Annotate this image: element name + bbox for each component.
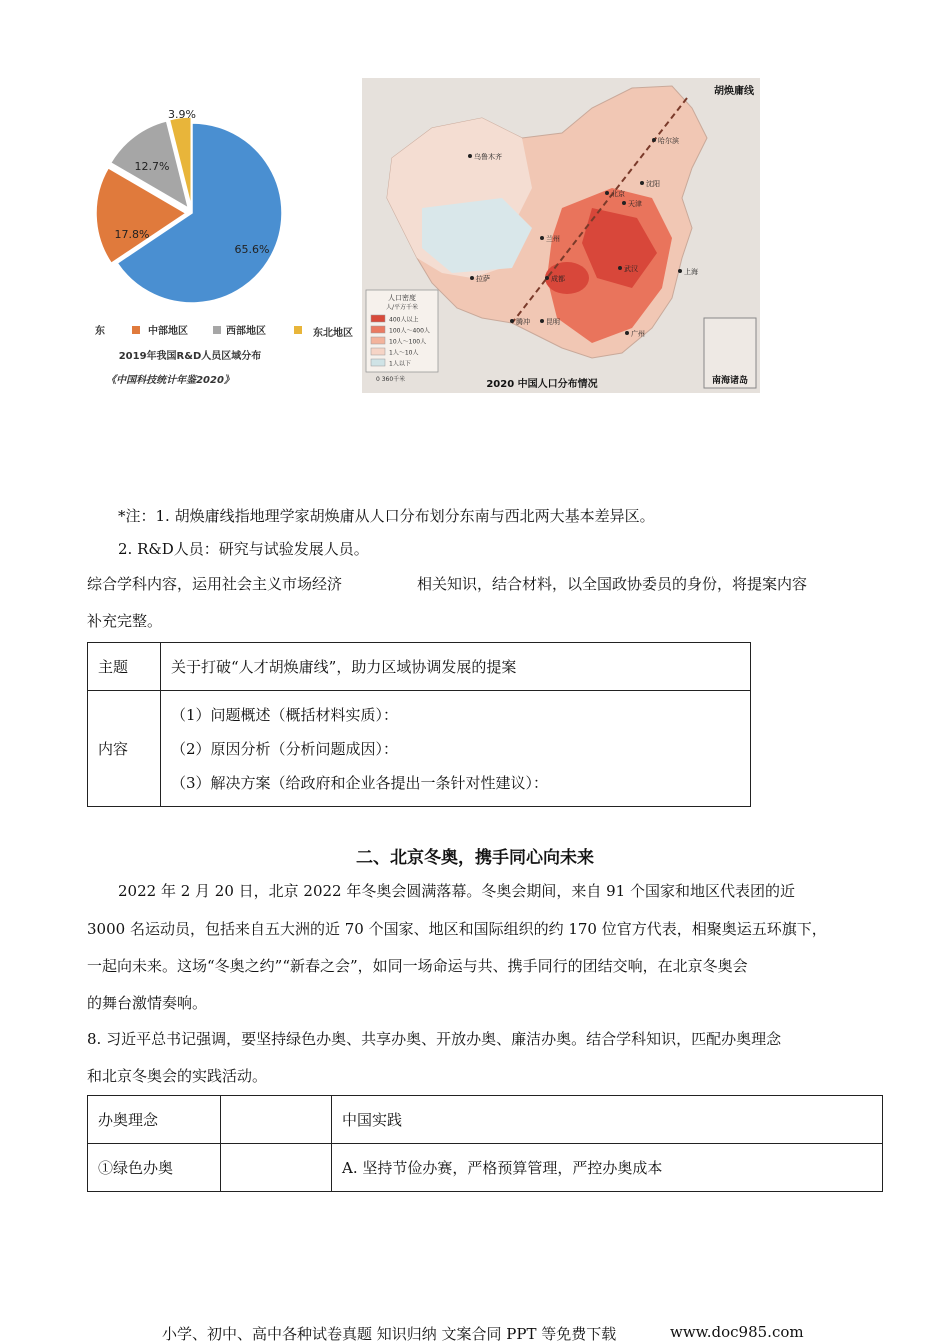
map-city-label: 兰州	[546, 235, 560, 243]
map-city-label: 北京	[611, 190, 625, 198]
map-city-label: 上海	[684, 268, 698, 276]
pie-legend-swatch-west	[213, 326, 221, 334]
pie-source: 《中国科技统计年鉴2020》	[106, 375, 234, 386]
pie-label-east: 65.6%	[234, 243, 270, 256]
match-header-concept: 办奥理念	[88, 1096, 221, 1144]
pie-legend-swatch-central	[132, 326, 140, 334]
map-legend-swatch-1	[371, 315, 385, 322]
footer-url[interactable]: www.doc985.com	[670, 1323, 804, 1341]
map-legend-swatch-2	[371, 326, 385, 333]
map-inset-label: 南海诸岛	[711, 376, 749, 386]
pie-legend-swatch-northeast	[294, 326, 302, 334]
map-city-dot	[678, 269, 682, 273]
map-city-label: 广州	[631, 330, 645, 338]
map-city-dot	[470, 276, 474, 280]
map-legend-item-4: 1人～10人	[389, 349, 419, 357]
map-legend-swatch-4	[371, 348, 385, 355]
match-header-row	[88, 1096, 883, 1144]
map-city-label: 沈阳	[646, 180, 660, 188]
task-line-2: 补充完整。	[87, 612, 163, 630]
hu-line-label: 胡焕庸线	[714, 86, 754, 97]
map-city-dot	[540, 319, 544, 323]
proposal-table	[87, 642, 751, 807]
map-legend-item-3: 10人～100人	[389, 338, 427, 346]
map-city-dot	[640, 181, 644, 185]
proposal-content-items	[161, 691, 751, 807]
match-table	[87, 1095, 883, 1192]
task-line-1a: 综合学科内容，运用社会主义市场经济	[87, 575, 343, 593]
map-city-label: 乌鲁木齐	[474, 153, 502, 161]
map-city-label: 天津	[628, 200, 642, 208]
pie-label-west: 12.7%	[134, 160, 170, 173]
proposal-item-1: （1）问题概述（概括材料实质）：	[171, 705, 399, 724]
map-legend-title: 人口密度	[388, 294, 416, 302]
map-city-dot	[468, 154, 472, 158]
map-city-dot	[625, 331, 629, 335]
pie-chart-svg	[95, 105, 310, 395]
map-city-label: 腾冲	[516, 318, 530, 326]
map-scale: 0 360千米	[376, 376, 406, 383]
task-line-1b: 相关知识，结合材料，以全国政协委员的身份，将提案内容	[417, 575, 808, 593]
proposal-content-label: 内容	[88, 691, 161, 807]
match-row-1-concept: ①绿色办奥	[88, 1144, 221, 1192]
map-city-label: 武汉	[624, 265, 638, 273]
question-8-line-2: 和北京冬奥会的实践活动。	[87, 1067, 268, 1085]
proposal-item-2: （2）原因分析（分析问题成因）：	[171, 739, 399, 758]
map-city-dot	[652, 138, 656, 142]
proposal-theme-row	[88, 643, 751, 691]
pie-legend-west: 西部地区	[226, 326, 266, 337]
footer-text: 小学、初中、高中各种试卷真题 知识归纳 文案合同 PPT 等免费下载	[162, 1325, 617, 1343]
map-legend-swatch-3	[371, 337, 385, 344]
map-legend-unit: 人/平方千米	[385, 304, 419, 311]
map-legend-item-1: 400人以上	[389, 316, 419, 324]
pie-legend-central: 中部地区	[148, 326, 188, 337]
section-2-heading: 二、北京冬奥，携手同心向未来	[356, 848, 594, 868]
map-city-dot	[510, 319, 514, 323]
proposal-theme-label: 主题	[88, 643, 161, 691]
pie-label-central: 17.8%	[114, 228, 150, 241]
map-city-label: 昆明	[546, 318, 560, 326]
section-2-paragraph-line-2: 3000 名运动员，包括来自五大洲的近 70 个国家、地区和国际组织的约 170 位官方代表，相聚奥运五环旗下，	[87, 920, 827, 938]
map-caption: 2020 中国人口分布情况	[486, 379, 598, 390]
proposal-item-3: （3）解决方案（给政府和企业各提出一条针对性建议）：	[171, 773, 549, 792]
pie-legend	[95, 324, 302, 337]
map-city-dot	[622, 201, 626, 205]
pie-caption: 2019年我国R&D人员区域分布	[118, 351, 262, 362]
proposal-theme-value: 关于打破“人才胡焕庸线”，助力区域协调发展的提案	[161, 643, 751, 691]
map-city-label: 拉萨	[476, 275, 490, 283]
note-1: *注：1. 胡焕庸线指地理学家胡焕庸从人口分布划分东南与西北两大基本差异区。	[118, 507, 655, 525]
map-legend-swatch-5	[371, 359, 385, 366]
match-header-practice: 中国实践	[332, 1096, 883, 1144]
match-row-1-practice: A. 坚持节俭办赛，严格预算管理，严控办奥成本	[332, 1144, 883, 1192]
population-map-svg	[362, 78, 760, 393]
match-row-1-blank	[221, 1144, 332, 1192]
map-city-dot	[545, 276, 549, 280]
population-map	[362, 78, 760, 393]
map-city-dot	[618, 266, 622, 270]
section-2-paragraph-line-1: 2022 年 2 月 20 日，北京 2022 年冬奥会圆满落幕。冬奥会期间，来自 91 个国家和地区代表团的近	[118, 882, 795, 900]
map-city-label: 成都	[551, 275, 565, 283]
pie-chart	[95, 105, 353, 395]
question-8-line-1: 8. 习近平总书记强调，要坚持绿色办奥、共享办奥、开放办奥、廉洁办奥。结合学科知识，匹配办奥理念	[87, 1030, 782, 1048]
map-city-dot	[540, 236, 544, 240]
map-legend-item-2: 100人～400人	[389, 327, 430, 335]
match-row-1	[88, 1144, 883, 1192]
section-2-paragraph-line-4: 的舞台激情奏响。	[87, 994, 208, 1012]
pie-legend-east: 东	[95, 326, 105, 337]
section-2-paragraph-line-3: 一起向未来。这场“冬奥之约”“新春之会”，如同一场命运与共、携手同行的团结交响，在北京冬奥会	[87, 957, 748, 975]
pie-label-northeast: 3.9%	[168, 108, 196, 121]
map-city-label: 哈尔滨	[658, 137, 679, 145]
note-2: 2. R&D人员：研究与试验发展人员。	[118, 540, 369, 558]
map-legend-item-5: 1人以下	[389, 360, 411, 368]
proposal-content-row	[88, 691, 751, 807]
match-header-blank	[221, 1096, 332, 1144]
pie-legend-northeast: 东北地区	[313, 328, 353, 339]
map-city-dot	[605, 191, 609, 195]
